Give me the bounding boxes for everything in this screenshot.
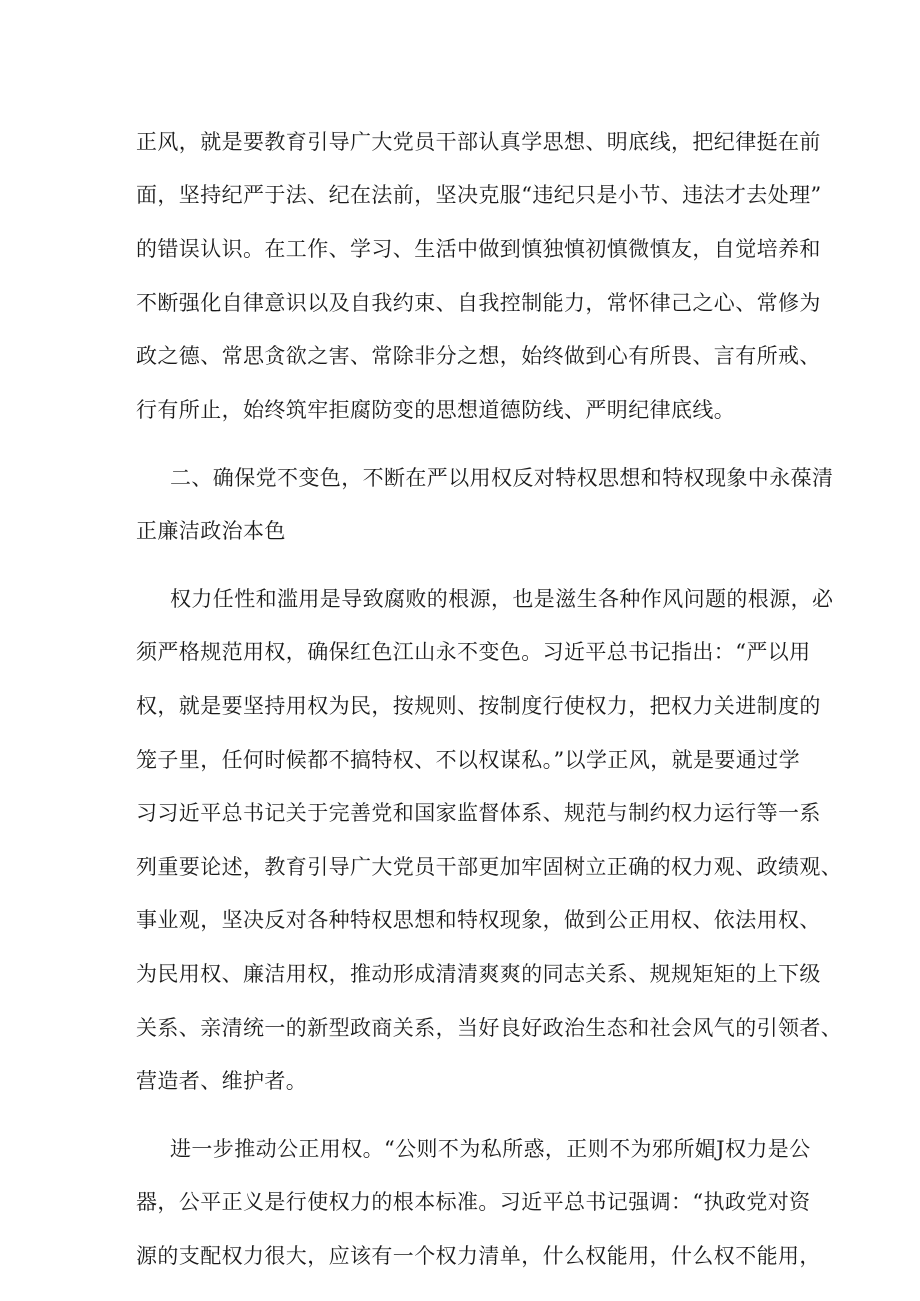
paragraph-3-line-8: 为民用权、廉洁用权，推动形成清清爽爽的同志关系、规规矩矩的上下级 xyxy=(136,962,821,986)
paragraph-4-line-3: 源的支配权力很大，应该有一个权力清单，什么权能用，什么权不能用， xyxy=(136,1244,821,1268)
paragraph-3-line-10: 营造者、维护者。 xyxy=(136,1069,308,1093)
paragraph-4-line-1: 进一步推动公正用权。“公则不为私所惑，正则不为邪所媚J权力是公 xyxy=(170,1137,811,1161)
section-heading-line-2: 正廉洁政治本色 xyxy=(136,519,286,543)
paragraph-1-line-1: 正风，就是要教育引导广大党员干部认真学思想、明底线，把纪律挺在前 xyxy=(136,130,821,154)
paragraph-3-line-5: 习习近平总书记关于完善党和国家监督体系、规范与制约权力运行等一系 xyxy=(136,801,821,825)
paragraph-3-line-7: 事业观，坚决反对各种特权思想和特权现象，做到公正用权、依法用权、 xyxy=(136,908,821,932)
paragraph-3-line-2: 须严格规范用权，确保红色江山永不变色。习近平总书记指出：“严以用 xyxy=(136,640,811,664)
paragraph-3-line-9: 关系、亲清统一的新型政商关系，当好良好政治生态和社会风气的引领者、 xyxy=(136,1016,843,1040)
paragraph-1-line-6: 行有所止，始终筑牢拒腐防变的思想道德防线、严明纪律底线。 xyxy=(136,398,736,422)
paragraph-1-line-4: 不断强化自律意识以及自我约束、自我控制能力，常怀律己之心、常修为 xyxy=(136,291,821,315)
paragraph-3-line-6: 列重要论述，教育引导广大党员干部更加牢固树立正确的权力观、政绩观、 xyxy=(136,855,843,879)
paragraph-3-line-1: 权力任性和滥用是导致腐败的根源，也是滋生各种作风问题的根源，必 xyxy=(170,587,834,611)
paragraph-3-line-3: 权，就是要坚持用权为民，按规则、按制度行使权力，把权力关进制度的 xyxy=(136,694,821,718)
paragraph-4-line-2: 器，公平正义是行使权力的根本标准。习近平总书记强调：“执政党对资 xyxy=(136,1190,811,1214)
paragraph-1-line-2: 面，坚持纪严于法、纪在法前，坚决克服“违纪只是小节、违法才去处理” xyxy=(136,183,822,207)
paragraph-1-line-3: 的错误认识。在工作、学习、生活中做到慎独慎初慎微慎友，自觉培养和 xyxy=(136,237,821,261)
section-heading-line-1: 二、确保党不变色，不断在严以用权反对特权思想和特权现象中永葆清 xyxy=(170,466,834,490)
paragraph-1-line-5: 政之德、常思贪欲之害、常除非分之想，始终做到心有所畏、言有所戒、 xyxy=(136,344,821,368)
paragraph-3-line-4: 笼子里，任何时候都不搞特权、不以权谋私。”以学正风，就是要通过学 xyxy=(136,748,801,772)
